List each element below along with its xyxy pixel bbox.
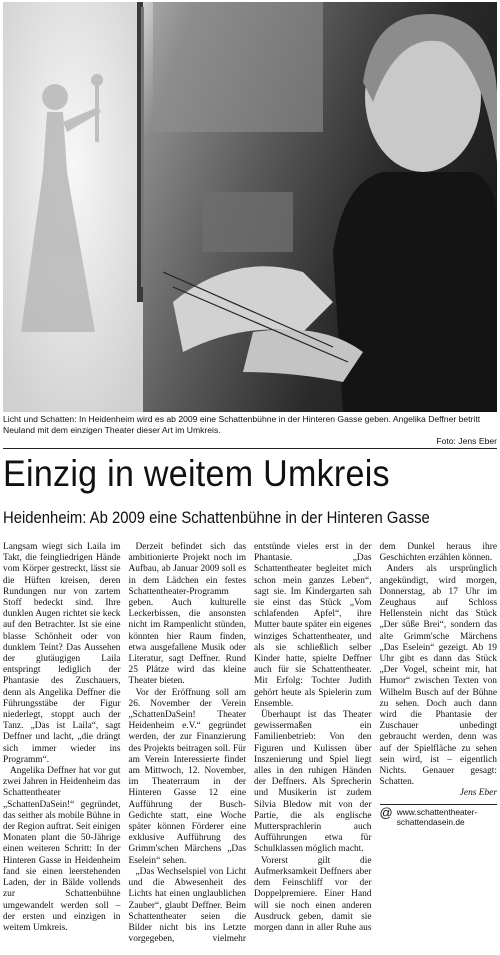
subheadline: Heidenheim: Ab 2009 eine Schattenbühne in der Hinteren Gasse xyxy=(3,509,430,527)
paragraph: Vor der Eröffnung soll am 26. November der Verein „SchattenDaSein! Theater Heidenheim e.V.“ gegründet werden, der zur Finanzierung des Projekts beitragen soll. Für am Verein Interessierte findet am Mittwoch, 12. November, im Theaterraum in der Hinteren Gasse 12 eine Aufführung der Busch-Gedichte statt, eine Woche später können Förderer eine exklusive Aufführung des Grimm'schen Märchens „Das Eselein“ sehen. xyxy=(128,687,246,866)
photo-credit: Foto: Jens Eber xyxy=(436,436,497,446)
paragraph: „Das Wechselspiel von Licht und die Abwesenheit des Lichts hat einen unglaublichen Zauber“, glaubt Deffner. Beim Schattentheater seien die Bilder nicht bis ins Letzte vorgegeben, vielmehr entstünde vieles erst in der Phantasie. „Das Schattentheater begleitet mich schon mein ganzes Leben“, sagt sie. Im Kindergarten sah sie einst das Stück „Vom schlafenden Apfel“, ihre Mutter baute später ein eigenes winziges Schattentheater, und als sie schließlich selber Kinder hatte, spielte Deffner auch für sie Schattentheater. Mit Erfolg: Tochter Judith gehört heute als Spielerin zum Ensemble. xyxy=(128,542,372,945)
paragraph: Langsam wiegt sich Laila im Takt, die feingliedrigen Hände vom Körper gestreckt, lässt sie die Hüften kreisen, deren Rundungen nur von zartem Stoff bedeckt sind. Ihre dunklen Augen richtet sie keck auf den Betrachter. Ist sie eine blasse Schönheit oder von dunklem Teint? Das Aussehen der glutäugigen Laila entspringt lediglich der Phantasie des Zuschauers, denn als Angelika Deffner die Führungsstäbe der Figur niederlegt, stoppt auch der Tanz. „Das ist Laila“, sagt Deffner und lacht, „die drängt sich immer wieder ins Programm“. xyxy=(3,542,121,765)
paragraph: Überhaupt ist das Theater gewissermaßen ein Familienbetrieb: Von den Figuren und Kulissen über Inszenierung und Spiel liegt alles in den ruhigen Händen der Deffners. Als Sprecherin und Musikerin ist zudem Silvia Bledow mit von der Partie, die als englische Muttersprachlerin auch Aufführungen etwa für Schulklassen möglich macht. xyxy=(254,710,372,855)
divider xyxy=(3,448,497,449)
web-reference xyxy=(380,804,498,827)
photo-caption xyxy=(3,414,497,447)
caption-text: Licht und Schatten: In Heidenheim wird es ab 2009 eine Schattenbühne in der Hinteren Gasse geben. Angelika Deffner betritt Neuland mit dem einzigen Theater dieser Art im Umkreis. xyxy=(3,414,481,435)
paragraph: Anders als ursprünglich angekündigt, wird morgen, Donnerstag, ab 17 Uhr im Zeughaus auf Schloss Hellenstein nicht das Stück „Der süße Brei“, sondern das alte Grimm'sche Märchens „Das Eselein“ gezeigt. Ab 19 Uhr gibt es dann das Stück „Der Vogel, scheint mir, hat Humor“ zwischen Texten von Wilhelm Busch auf der Bühne zu sehen. Doch auch dann wird die Phantasie der Zuschauer unbedingt gebraucht werden, denn was auf der Spielfläche zu sehen sein wird, ist – eigentlich Nichts. Genauer gesagt: Schatten. xyxy=(379,564,497,788)
paragraph: Vorerst gilt die Aufmerksamkeit Deffners aber dem Feinschliff vor der Doppelpremiere. Einer Hand will sie noch einen anderen Ausdruck geben, damit sie morgen dann in aller Ruhe aus dem Dunkel heraus ihre Geschichten erzählen können. xyxy=(254,542,497,933)
paragraph: Derzeit befindet sich das ambitionierte Projekt noch im Aufbau, ab Januar 2009 soll es in dem Lädchen ein festes Schattentheater-Programm geben. Auch kulturelle Leckerbissen, die ansonsten nicht im Rampenlicht stünden, könnten hier Raum finden, etwa ausgefallene Musik oder Literatur, sagt Deffner. Rund 25 Plätze wird das kleine Theater bieten. xyxy=(128,542,246,687)
website-link[interactable]: www.schattentheater-schattendasein.de xyxy=(396,806,478,827)
author-byline: Jens Eber xyxy=(459,788,497,799)
article-body xyxy=(3,542,497,948)
headline: Einzig in weitem Umkreis xyxy=(3,453,390,494)
paragraph: Angelika Deffner hat vor gut zwei Jahren in Heidenheim das Schattentheater „SchattenDaSein!“ gegründet, das seither als mobile Bühne in der Region auftrat. Seit einigen Monaten plant die 50-Jährige einen weiteren Schritt: In der Hinteren Gasse in Heidenheim fand sie einen leerstehenden Laden, der in Bälde vollends zur Schattenbühne umgewandelt werden soll – der ersten und einzigen in weitem Umkreis. xyxy=(3,766,121,933)
article-photo xyxy=(3,2,497,412)
at-icon: @ xyxy=(379,804,393,820)
photo-illustration xyxy=(3,2,497,412)
